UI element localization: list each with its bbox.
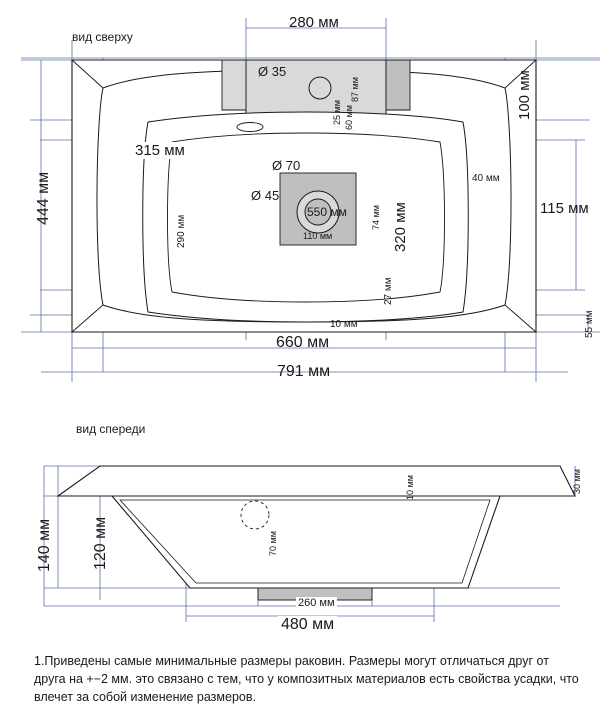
dim-top-thickness-30: 30 мм (572, 469, 582, 494)
dim-inner-height-290: 290 мм (176, 214, 187, 248)
dim-edge-offset-40: 40 мм (472, 173, 500, 184)
dim-edge-offset-87: 87 мм (350, 77, 360, 102)
dim-base-480: 480 мм (278, 616, 337, 634)
front-view-basin (58, 466, 575, 600)
dim-height-overall-444: 444 мм (35, 171, 52, 225)
dim-edge-offset-25: 25 мм (332, 100, 342, 125)
dim-drain-plate-550: 550 мм (307, 205, 347, 219)
view-front-label: вид спереди (76, 422, 146, 436)
drawing-note: 1.Приведены самые минимальные размеры раковин. Размеры могут отличаться друг от друга на +−2 мм. это связано с тем, что у композитных материалов есть свойства усадки, что влечет за собой изменение размеров. (34, 654, 579, 704)
dim-edge-bottom-55: 55 мм (584, 310, 595, 338)
dim-edge-offset-60: 60 мм (344, 105, 354, 130)
dim-drain-depth-70: 70 мм (268, 531, 278, 556)
top-view-basin (72, 60, 536, 332)
dim-height-bowl-120: 120 мм (92, 516, 109, 570)
dim-hole-35: Ø 35 (258, 64, 287, 79)
dim-edge-offset-10: 10 мм (330, 319, 358, 330)
dim-edge-top-100: 100 мм (516, 70, 533, 120)
dim-edge-offset-27: 27 мм (383, 277, 394, 305)
dim-rim-10: 10 мм (405, 475, 415, 500)
dim-drain-plate-110: 110 мм (303, 231, 333, 241)
dim-edge-right-115: 115 мм (540, 200, 589, 217)
dim-hole-70: Ø 70 (272, 158, 301, 173)
dim-width-faucet-zone-280: 280 мм (289, 14, 339, 31)
dim-inner-width-315: 315 мм (135, 142, 185, 159)
dim-hole-45: Ø 45 (251, 188, 280, 203)
dim-drain-plate-74: 74 мм (371, 205, 381, 230)
dim-base-260: 260 мм (298, 597, 335, 609)
view-top-label: вид сверху (72, 30, 133, 44)
dim-inner-height-320: 320 мм (392, 202, 409, 252)
dim-width-overall-791: 791 мм (277, 363, 331, 380)
dim-height-overall-140: 140 мм (36, 518, 53, 572)
dim-width-bowl-660: 660 мм (276, 334, 330, 351)
